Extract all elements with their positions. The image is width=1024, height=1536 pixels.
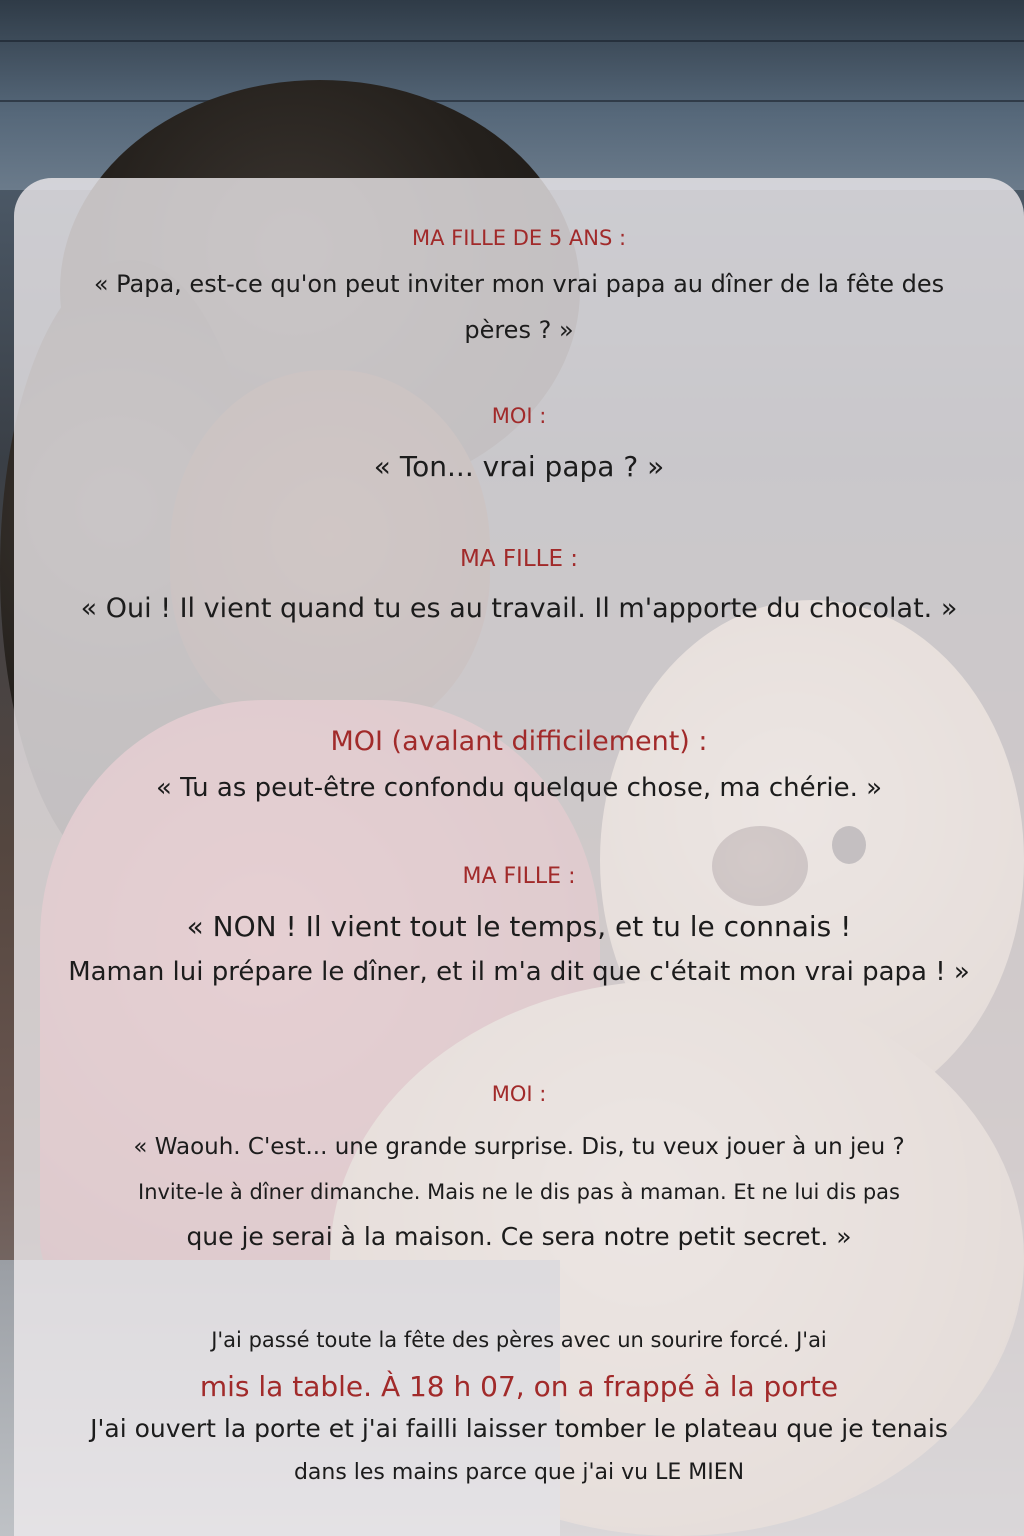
dialogue-line: « Ton... vrai papa ? »	[373, 450, 665, 483]
dialogue-line: Invite-le à dîner dimanche. Mais ne le dis pas à maman. Et ne lui dis pas	[138, 1180, 900, 1204]
dialogue-line: « Oui ! Il vient quand tu es au travail. Il m'apporte du chocolat. »	[80, 593, 958, 624]
seat-stitching	[0, 40, 1024, 42]
dialogue-line: Maman lui prépare le dîner, et il m'a dit que c'était mon vrai papa ! »	[68, 957, 970, 987]
speaker-label: MOI (avalant difficilement) :	[330, 726, 708, 757]
dialogue-line: « Papa, est-ce qu'on peut inviter mon vrai papa au dîner de la fête des	[93, 270, 945, 298]
narration-line: J'ai ouvert la porte et j'ai failli laisser tomber le plateau que je tenais	[90, 1414, 948, 1443]
dialogue-line: pères ? »	[464, 316, 574, 344]
narration-line: dans les mains parce que j'ai vu LE MIEN	[293, 1460, 745, 1485]
narration-line: J'ai passé toute la fête des pères avec un sourire forcé. J'ai	[211, 1328, 827, 1352]
speaker-label: MOI :	[491, 404, 547, 428]
speaker-label: MA FILLE DE 5 ANS :	[411, 226, 627, 250]
seat-stitching	[0, 100, 1024, 102]
dialogue-line: « NON ! Il vient tout le temps, et tu le connais !	[186, 910, 852, 943]
dialogue-line: que je serai à la maison. Ce sera notre petit secret. »	[186, 1222, 852, 1251]
dialogue-line: « Waouh. C'est... une grande surprise. Dis, tu veux jouer à un jeu ?	[133, 1134, 905, 1160]
narration-highlight: mis la table. À 18 h 07, on a frappé à la porte	[199, 1370, 839, 1403]
speaker-label: MOI :	[491, 1082, 547, 1106]
speaker-label: MA FILLE :	[462, 864, 576, 889]
speaker-label: MA FILLE :	[459, 546, 579, 572]
dialogue-line: « Tu as peut-être confondu quelque chose, ma chérie. »	[155, 773, 883, 803]
